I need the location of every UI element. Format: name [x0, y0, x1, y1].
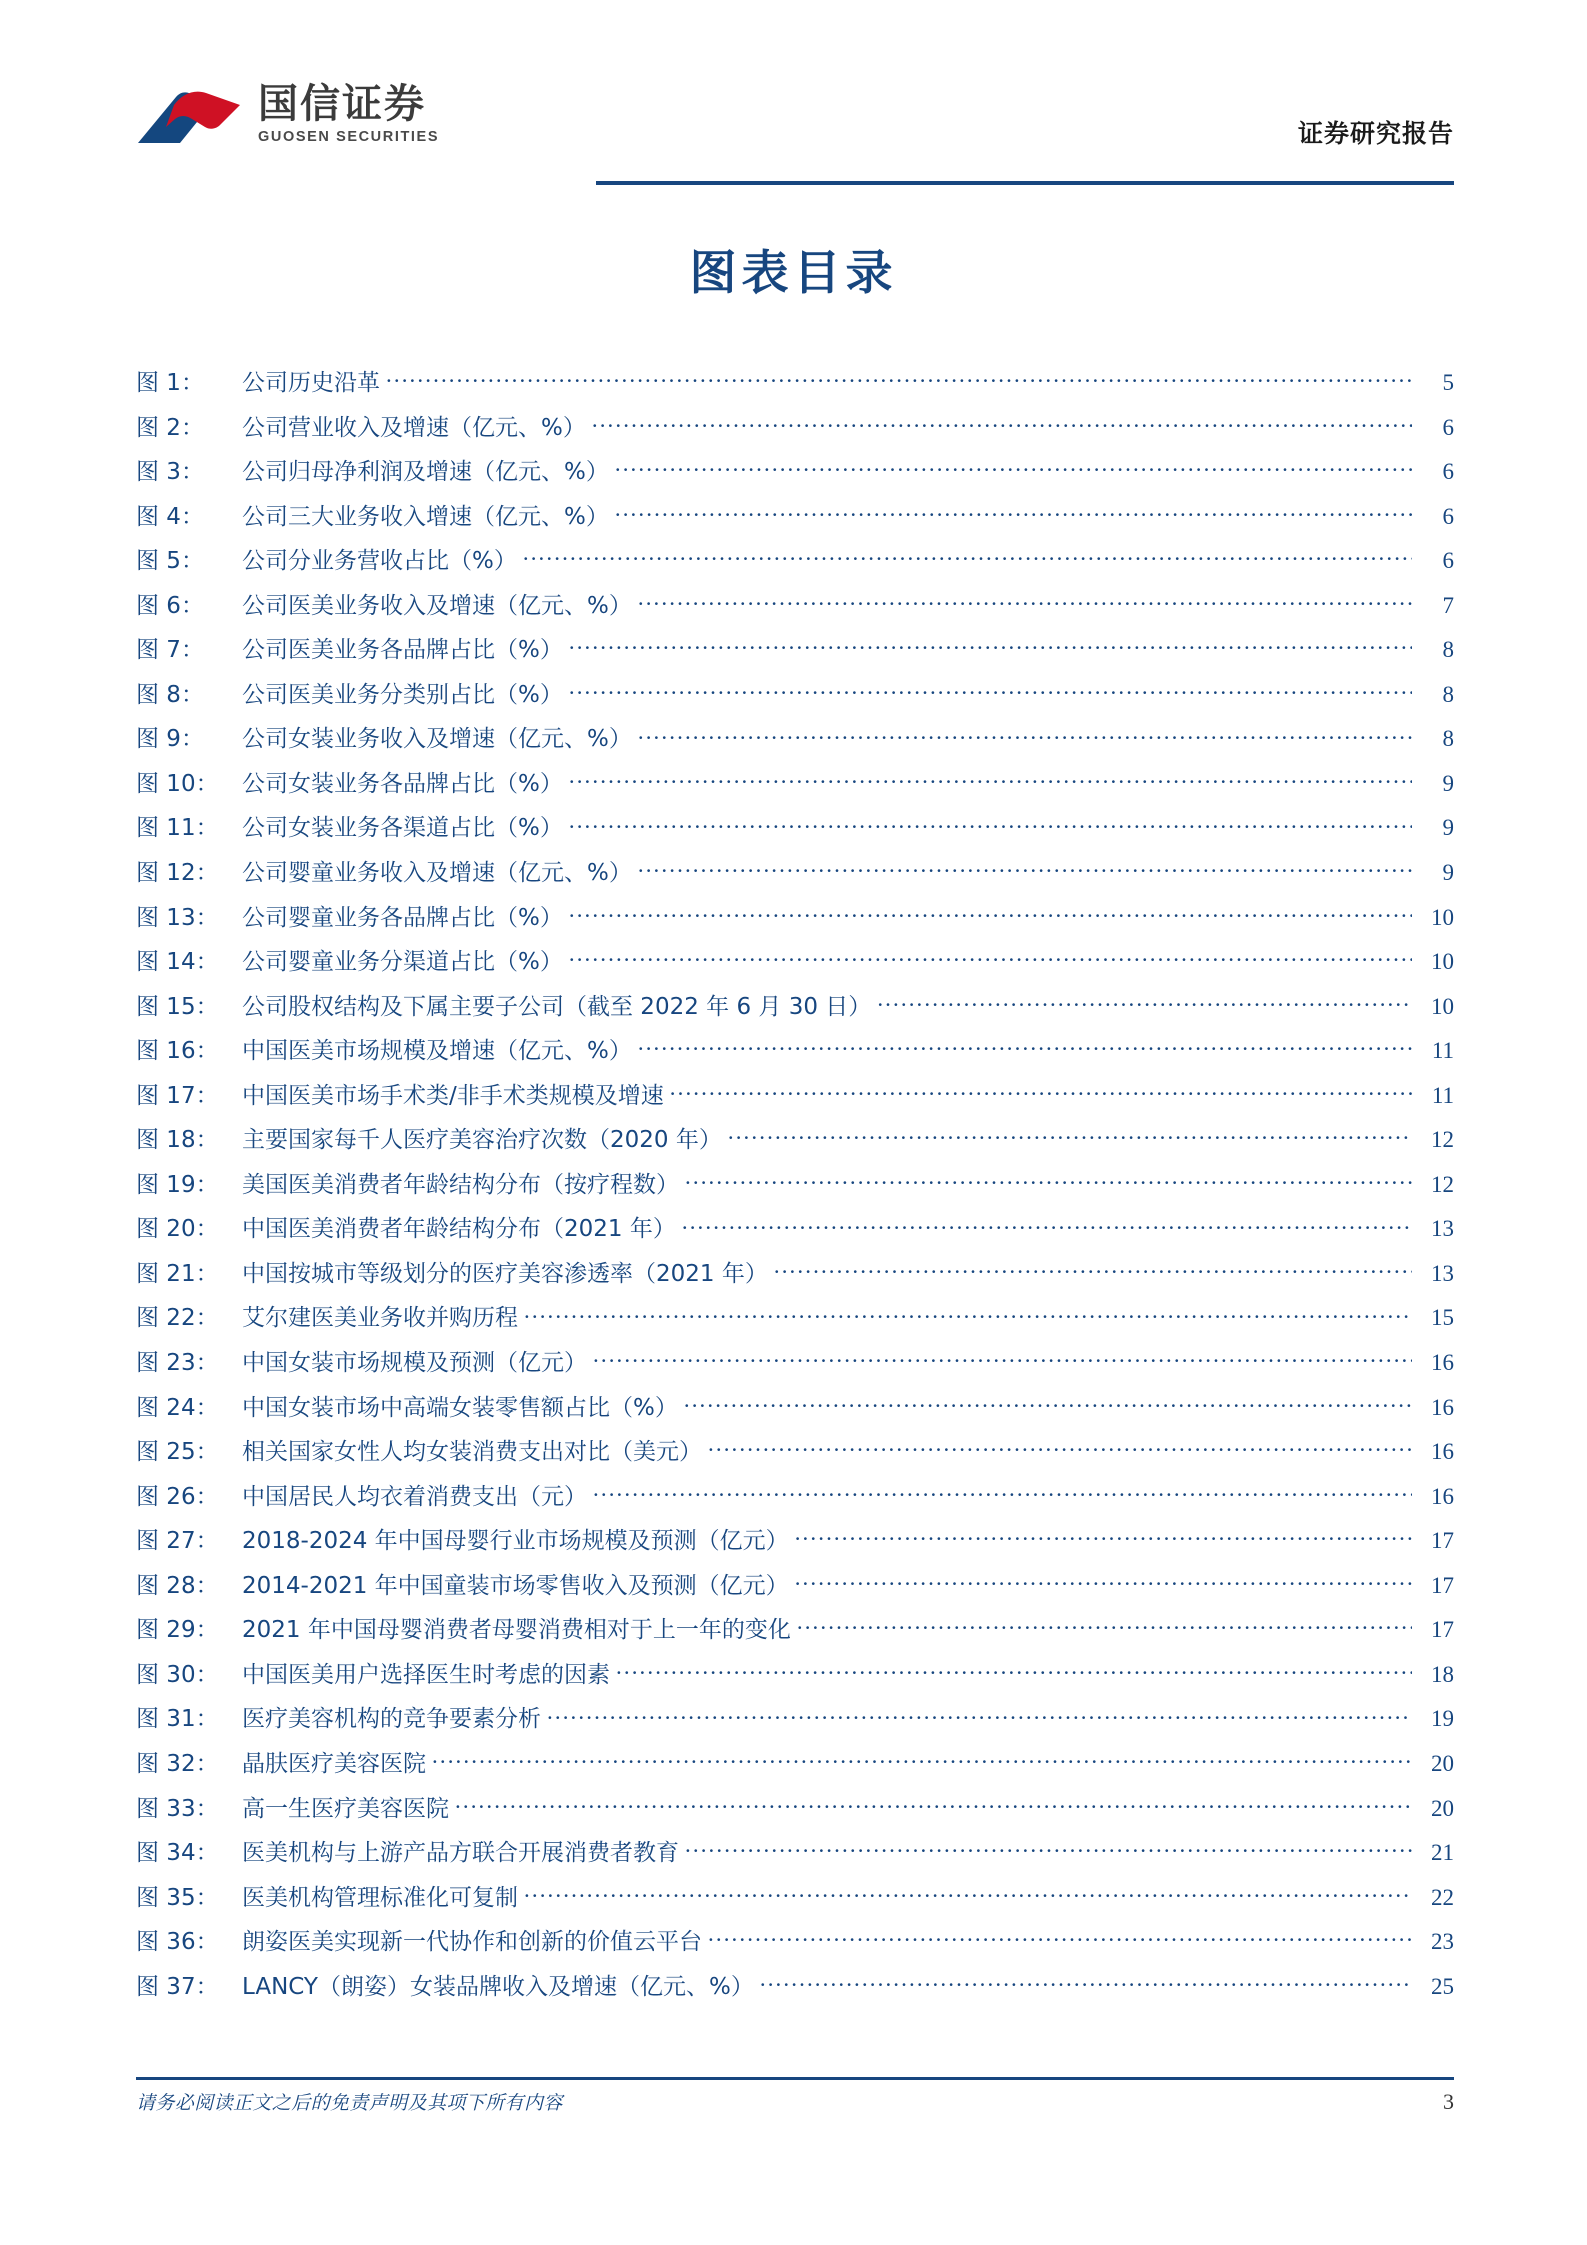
figure-number: 图 8： [136, 681, 204, 708]
leader-dots [728, 1124, 1412, 1147]
figure-list-item[interactable] [136, 1968, 1454, 2013]
figure-page-number: 9 [1442, 815, 1454, 841]
leader-dots [569, 812, 1412, 835]
figure-page-number: 25 [1431, 1973, 1454, 1999]
leader-dots [593, 1347, 1412, 1370]
figure-list-item[interactable] [136, 988, 1454, 1033]
leader-dots [615, 501, 1412, 524]
figure-list-item[interactable] [136, 409, 1454, 454]
figure-page-number: 17 [1431, 1617, 1454, 1643]
figure-number: 图 25： [136, 1439, 219, 1466]
leader-dots [569, 902, 1412, 925]
figure-title: 2018-2024 年中国母婴行业市场规模及预测（亿元） [242, 1528, 789, 1555]
figure-list-item[interactable] [136, 1077, 1454, 1122]
figure-page-number: 7 [1442, 592, 1454, 618]
figure-list-item[interactable] [136, 1166, 1454, 1211]
figure-list-item[interactable] [136, 765, 1454, 810]
brand-name-en: GUOSEN SECURITIES [258, 128, 440, 145]
figure-page-number: 16 [1431, 1483, 1454, 1509]
figure-list-item[interactable] [136, 498, 1454, 543]
figure-list-item[interactable] [136, 1656, 1454, 1701]
figure-page-number: 20 [1431, 1750, 1454, 1776]
figure-number: 图 33： [136, 1795, 219, 1822]
leader-dots [432, 1748, 1412, 1771]
figure-number: 图 21： [136, 1260, 219, 1287]
figure-list-item[interactable] [136, 943, 1454, 988]
figure-page-number: 16 [1431, 1394, 1454, 1420]
figure-list-item[interactable] [136, 1344, 1454, 1389]
figure-title: 公司三大业务收入增速（亿元、%） [242, 503, 609, 530]
figure-list-item[interactable] [136, 1790, 1454, 1835]
figure-page-number: 18 [1431, 1661, 1454, 1687]
figure-list-item[interactable] [136, 1745, 1454, 1790]
figure-title: 公司婴童业务分渠道占比（%） [242, 949, 563, 976]
figure-page-number: 22 [1431, 1884, 1454, 1910]
figure-list-item[interactable] [136, 1389, 1454, 1434]
figure-number: 图 15： [136, 993, 219, 1020]
figure-list-item[interactable] [136, 809, 1454, 854]
figure-page-number: 23 [1431, 1929, 1454, 1955]
page-title: 图表目录 [689, 246, 898, 301]
figure-number: 图 2： [136, 414, 204, 441]
figure-page-number: 20 [1431, 1795, 1454, 1821]
figure-page-number: 17 [1431, 1528, 1454, 1554]
figure-page-number: 9 [1442, 860, 1454, 886]
leader-dots [682, 1213, 1412, 1236]
figure-list [136, 364, 1454, 2012]
figure-page-number: 16 [1431, 1439, 1454, 1465]
leader-dots [455, 1793, 1412, 1816]
figure-list-item[interactable] [136, 1299, 1454, 1344]
figure-page-number: 6 [1442, 414, 1454, 440]
leader-dots [795, 1525, 1412, 1548]
figure-list-item[interactable] [136, 1923, 1454, 1968]
figure-title: 中国居民人均衣着消费支出（元） [242, 1483, 587, 1510]
brand-wordmark [258, 81, 440, 147]
figure-list-item[interactable] [136, 542, 1454, 587]
figure-number: 图 1： [136, 370, 204, 396]
leader-dots [547, 1703, 1412, 1726]
figure-list-item[interactable] [136, 854, 1454, 899]
figure-title: 中国医美市场规模及增速（亿元、%） [242, 1038, 632, 1065]
leader-dots [569, 679, 1412, 702]
figure-page-number: 12 [1431, 1127, 1454, 1153]
figure-number: 图 36： [136, 1929, 219, 1956]
figure-list-item[interactable] [136, 1522, 1454, 1567]
figure-page-number: 10 [1431, 904, 1454, 930]
guosen-logo-icon [136, 85, 244, 147]
figure-title: 相关国家女性人均女装消费支出对比（美元） [242, 1439, 702, 1466]
figure-page-number: 17 [1431, 1572, 1454, 1598]
figure-title: 公司女装业务各品牌占比（%） [242, 770, 563, 797]
figure-list-item[interactable] [136, 1255, 1454, 1300]
figure-page-number: 8 [1442, 681, 1454, 707]
leader-dots [708, 1926, 1412, 1949]
figure-list-item[interactable] [136, 1611, 1454, 1656]
figure-number: 图 34： [136, 1840, 219, 1867]
figure-number: 图 3： [136, 459, 204, 486]
figure-title: 公司医美业务分类别占比（%） [242, 681, 563, 708]
leader-dots [523, 545, 1412, 568]
figure-number: 图 12： [136, 860, 219, 887]
figure-list-item[interactable] [136, 453, 1454, 498]
figure-page-number: 11 [1431, 1082, 1454, 1108]
figure-list-item[interactable] [136, 899, 1454, 944]
leader-dots [638, 857, 1412, 880]
leader-dots [592, 412, 1412, 435]
figure-title: 公司医美业务收入及增速（亿元、%） [242, 592, 632, 619]
figure-title: 公司分业务营收占比（%） [242, 548, 517, 575]
figure-title: 朗姿医美实现新一代协作和创新的价值云平台 [242, 1929, 702, 1956]
figure-number: 图 30： [136, 1661, 219, 1688]
figure-number: 图 7： [136, 637, 204, 664]
figure-title: 中国女装市场中高端女装零售额占比（%） [242, 1394, 678, 1421]
figure-list-item[interactable] [136, 1433, 1454, 1478]
figure-title: 2021 年中国母婴消费者母婴消费相对于上一年的变化 [242, 1617, 791, 1644]
leader-dots [638, 1035, 1412, 1058]
leader-dots [685, 1169, 1412, 1192]
figure-number: 图 20： [136, 1216, 219, 1243]
figure-number: 图 9： [136, 726, 204, 753]
page-header [136, 78, 1454, 178]
leader-dots [795, 1570, 1412, 1593]
leader-dots [877, 991, 1412, 1014]
brand-name-cn: 国信证券 [258, 81, 426, 127]
leader-dots [638, 590, 1412, 613]
figure-number: 图 31： [136, 1706, 219, 1733]
figure-title: 主要国家每千人医疗美容治疗次数（2020 年） [242, 1127, 722, 1154]
leader-dots [708, 1436, 1412, 1459]
leader-dots [524, 1302, 1412, 1325]
figure-title: 高一生医疗美容医院 [242, 1795, 449, 1822]
figure-title: 公司婴童业务收入及增速（亿元、%） [242, 860, 632, 887]
figure-list-item[interactable] [136, 1834, 1454, 1879]
figure-title: 公司医美业务各品牌占比（%） [242, 637, 563, 664]
figure-page-number: 10 [1431, 949, 1454, 975]
figure-number: 图 17： [136, 1082, 219, 1109]
figure-number: 图 6： [136, 592, 204, 619]
figure-list-item[interactable] [136, 1121, 1454, 1166]
figure-title: 2014-2021 年中国童装市场零售收入及预测（亿元） [242, 1572, 789, 1599]
page-number: 3 [1443, 2089, 1454, 2114]
header-divider [596, 181, 1454, 185]
figure-title: 公司历史沿革 [242, 370, 380, 396]
report-type-label: 证券研究报告 [1297, 119, 1454, 148]
figure-page-number: 6 [1442, 459, 1454, 485]
figure-page-number: 10 [1431, 993, 1454, 1019]
figure-list-item[interactable] [136, 1567, 1454, 1612]
figure-number: 图 23： [136, 1350, 219, 1377]
figure-title: 公司女装业务各渠道占比（%） [242, 815, 563, 842]
figure-page-number: 8 [1442, 726, 1454, 752]
leader-dots [685, 1837, 1412, 1860]
figure-number: 图 37： [136, 1973, 219, 2000]
figure-page-number: 9 [1442, 770, 1454, 796]
figure-page-number: 8 [1442, 637, 1454, 663]
figure-list-item[interactable] [136, 1032, 1454, 1077]
figure-page-number: 15 [1431, 1305, 1454, 1331]
figure-title: 艾尔建医美业务收并购历程 [242, 1305, 518, 1332]
figure-page-number: 21 [1431, 1840, 1454, 1866]
figure-list-item[interactable] [136, 587, 1454, 632]
figure-title: 公司股权结构及下属主要子公司（截至 2022 年 6 月 30 日） [242, 993, 872, 1020]
figure-number: 图 29： [136, 1617, 219, 1644]
figure-list-item[interactable] [136, 1210, 1454, 1255]
leader-dots [615, 456, 1412, 479]
leader-dots [569, 946, 1412, 969]
figure-number: 图 13： [136, 904, 219, 931]
figure-number: 图 26： [136, 1483, 219, 1510]
leader-dots [760, 1971, 1412, 1994]
figure-list-item[interactable] [136, 1879, 1454, 1924]
figure-title: 中国医美用户选择医生时考虑的因素 [242, 1661, 610, 1688]
figure-number: 图 32： [136, 1750, 219, 1777]
figure-title: 中国医美市场手术类/非手术类规模及增速 [242, 1082, 664, 1109]
page-footer [136, 2088, 1454, 2115]
figure-title: 医疗美容机构的竞争要素分析 [242, 1706, 541, 1733]
figure-title: 公司女装业务收入及增速（亿元、%） [242, 726, 632, 753]
figure-number: 图 16： [136, 1038, 219, 1065]
leader-dots [797, 1614, 1412, 1637]
figure-page-number: 19 [1431, 1706, 1454, 1732]
leader-dots [638, 723, 1412, 746]
figure-number: 图 14： [136, 949, 219, 976]
figure-title: 医美机构管理标准化可复制 [242, 1884, 518, 1911]
figure-page-number: 12 [1431, 1171, 1454, 1197]
leader-dots [569, 634, 1412, 657]
figure-title: 晶肤医疗美容医院 [242, 1750, 426, 1777]
figure-title: 美国医美消费者年龄结构分布（按疗程数） [242, 1171, 679, 1198]
figure-number: 图 24： [136, 1394, 219, 1421]
figure-number: 图 10： [136, 770, 219, 797]
leader-dots [774, 1258, 1412, 1281]
figure-list-item[interactable] [136, 1700, 1454, 1745]
figure-title: 公司婴童业务各品牌占比（%） [242, 904, 563, 931]
leader-dots [593, 1481, 1412, 1504]
figure-number: 图 5： [136, 548, 204, 575]
figure-title: 中国医美消费者年龄结构分布（2021 年） [242, 1216, 676, 1243]
figure-title: LANCY（朗姿）女装品牌收入及增速（亿元、%） [242, 1973, 754, 2000]
figure-number: 图 22： [136, 1305, 219, 1332]
figure-page-number: 6 [1442, 503, 1454, 529]
figure-page-number: 13 [1431, 1260, 1454, 1286]
figure-number: 图 19： [136, 1171, 219, 1198]
figure-title: 中国女装市场规模及预测（亿元） [242, 1350, 587, 1377]
leader-dots [569, 768, 1412, 791]
figure-list-item[interactable] [136, 676, 1454, 721]
figure-list-item[interactable] [136, 631, 1454, 676]
figure-number: 图 4： [136, 503, 204, 530]
figure-title: 医美机构与上游产品方联合开展消费者教育 [242, 1840, 679, 1867]
leader-dots [670, 1080, 1412, 1103]
figure-title: 公司营业收入及增速（亿元、%） [242, 414, 586, 441]
figure-page-number: 6 [1442, 548, 1454, 574]
figure-number: 图 28： [136, 1572, 219, 1599]
figure-list-item[interactable] [136, 1478, 1454, 1523]
disclaimer-note: 请务必阅读正文之后的免责声明及其项下所有内容 [136, 2092, 563, 2114]
figure-page-number: 11 [1431, 1038, 1454, 1064]
leader-dots [524, 1882, 1412, 1905]
figure-number: 图 18： [136, 1127, 219, 1154]
leader-dots [386, 367, 1412, 390]
figure-page-number: 16 [1431, 1350, 1454, 1376]
figure-number: 图 27： [136, 1528, 219, 1555]
figure-title: 公司归母净利润及增速（亿元、%） [242, 459, 609, 486]
figure-page-number: 13 [1431, 1216, 1454, 1242]
figure-list-item[interactable] [136, 720, 1454, 765]
brand-logo [136, 81, 440, 147]
figure-title: 中国按城市等级划分的医疗美容渗透率（2021 年） [242, 1260, 768, 1287]
leader-dots [616, 1659, 1412, 1682]
figure-number: 图 11： [136, 815, 219, 842]
figure-page-number: 5 [1442, 370, 1454, 395]
leader-dots [684, 1392, 1412, 1415]
figure-list-item[interactable] [136, 364, 1454, 409]
footer-divider [136, 2077, 1454, 2080]
figure-number: 图 35： [136, 1884, 219, 1911]
